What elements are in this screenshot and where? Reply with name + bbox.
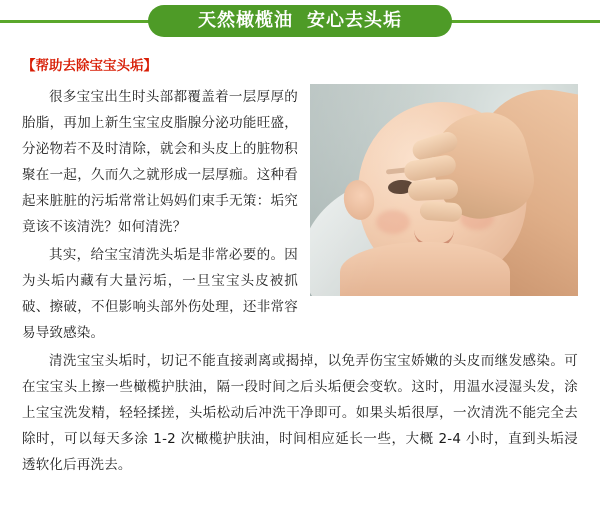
article-content — [0, 42, 600, 480]
banner-rule-left — [0, 20, 152, 23]
baby-head-photo — [310, 84, 578, 296]
section-title: 【帮助去除宝宝头垢】 — [22, 58, 157, 74]
banner-title-pill — [148, 5, 452, 37]
baby-shoulder-shape — [340, 242, 510, 296]
paragraph-1: 很多宝宝出生时头部都覆盖着一层厚厚的胎脂，再加上新生宝宝皮脂腺分泌功能旺盛，分泌物若不及时清除，就会和头皮上的脏物积聚在一起，久而久之就形成一层厚痂。这种看起来脏脏的污垢常常让妈妈们束手无策：垢究竟该不该清洗？如何清洗？ — [22, 89, 298, 236]
hand-finger-4 — [419, 201, 462, 223]
banner-rule-right — [448, 20, 600, 23]
hand-finger-3 — [408, 179, 459, 202]
paragraph-2: 其实，给宝宝清洗头垢是非常必要的。因为头垢内藏有大量污垢，一旦宝宝头皮被抓破、擦破，不但影响头部外伤处理，还非常容易导致感染。 — [22, 247, 298, 342]
header-banner — [0, 0, 600, 42]
banner-title-left: 天然橄榄油 — [198, 10, 293, 31]
banner-title-right: 安心去头垢 — [307, 10, 402, 31]
paragraph-3: 清洗宝宝头垢时，切记不能直接剥离或揭掉，以免弄伤宝宝娇嫩的头皮而继发感染。可在宝宝头上擦一些橄榄护肤油，隔一段时间之后头垢便会变软。这时，用温水浸湿头发，涂上宝宝洗发精，轻轻揉搓，头垢松动后冲洗干净即可。如果头垢很厚，一次清洗不能完全去除时，可以每天多涂 1-2 次橄榄护肤油，时间相应延长一些，大概 2-4 小时，直到头垢浸透软化后再洗去。 — [22, 353, 578, 474]
